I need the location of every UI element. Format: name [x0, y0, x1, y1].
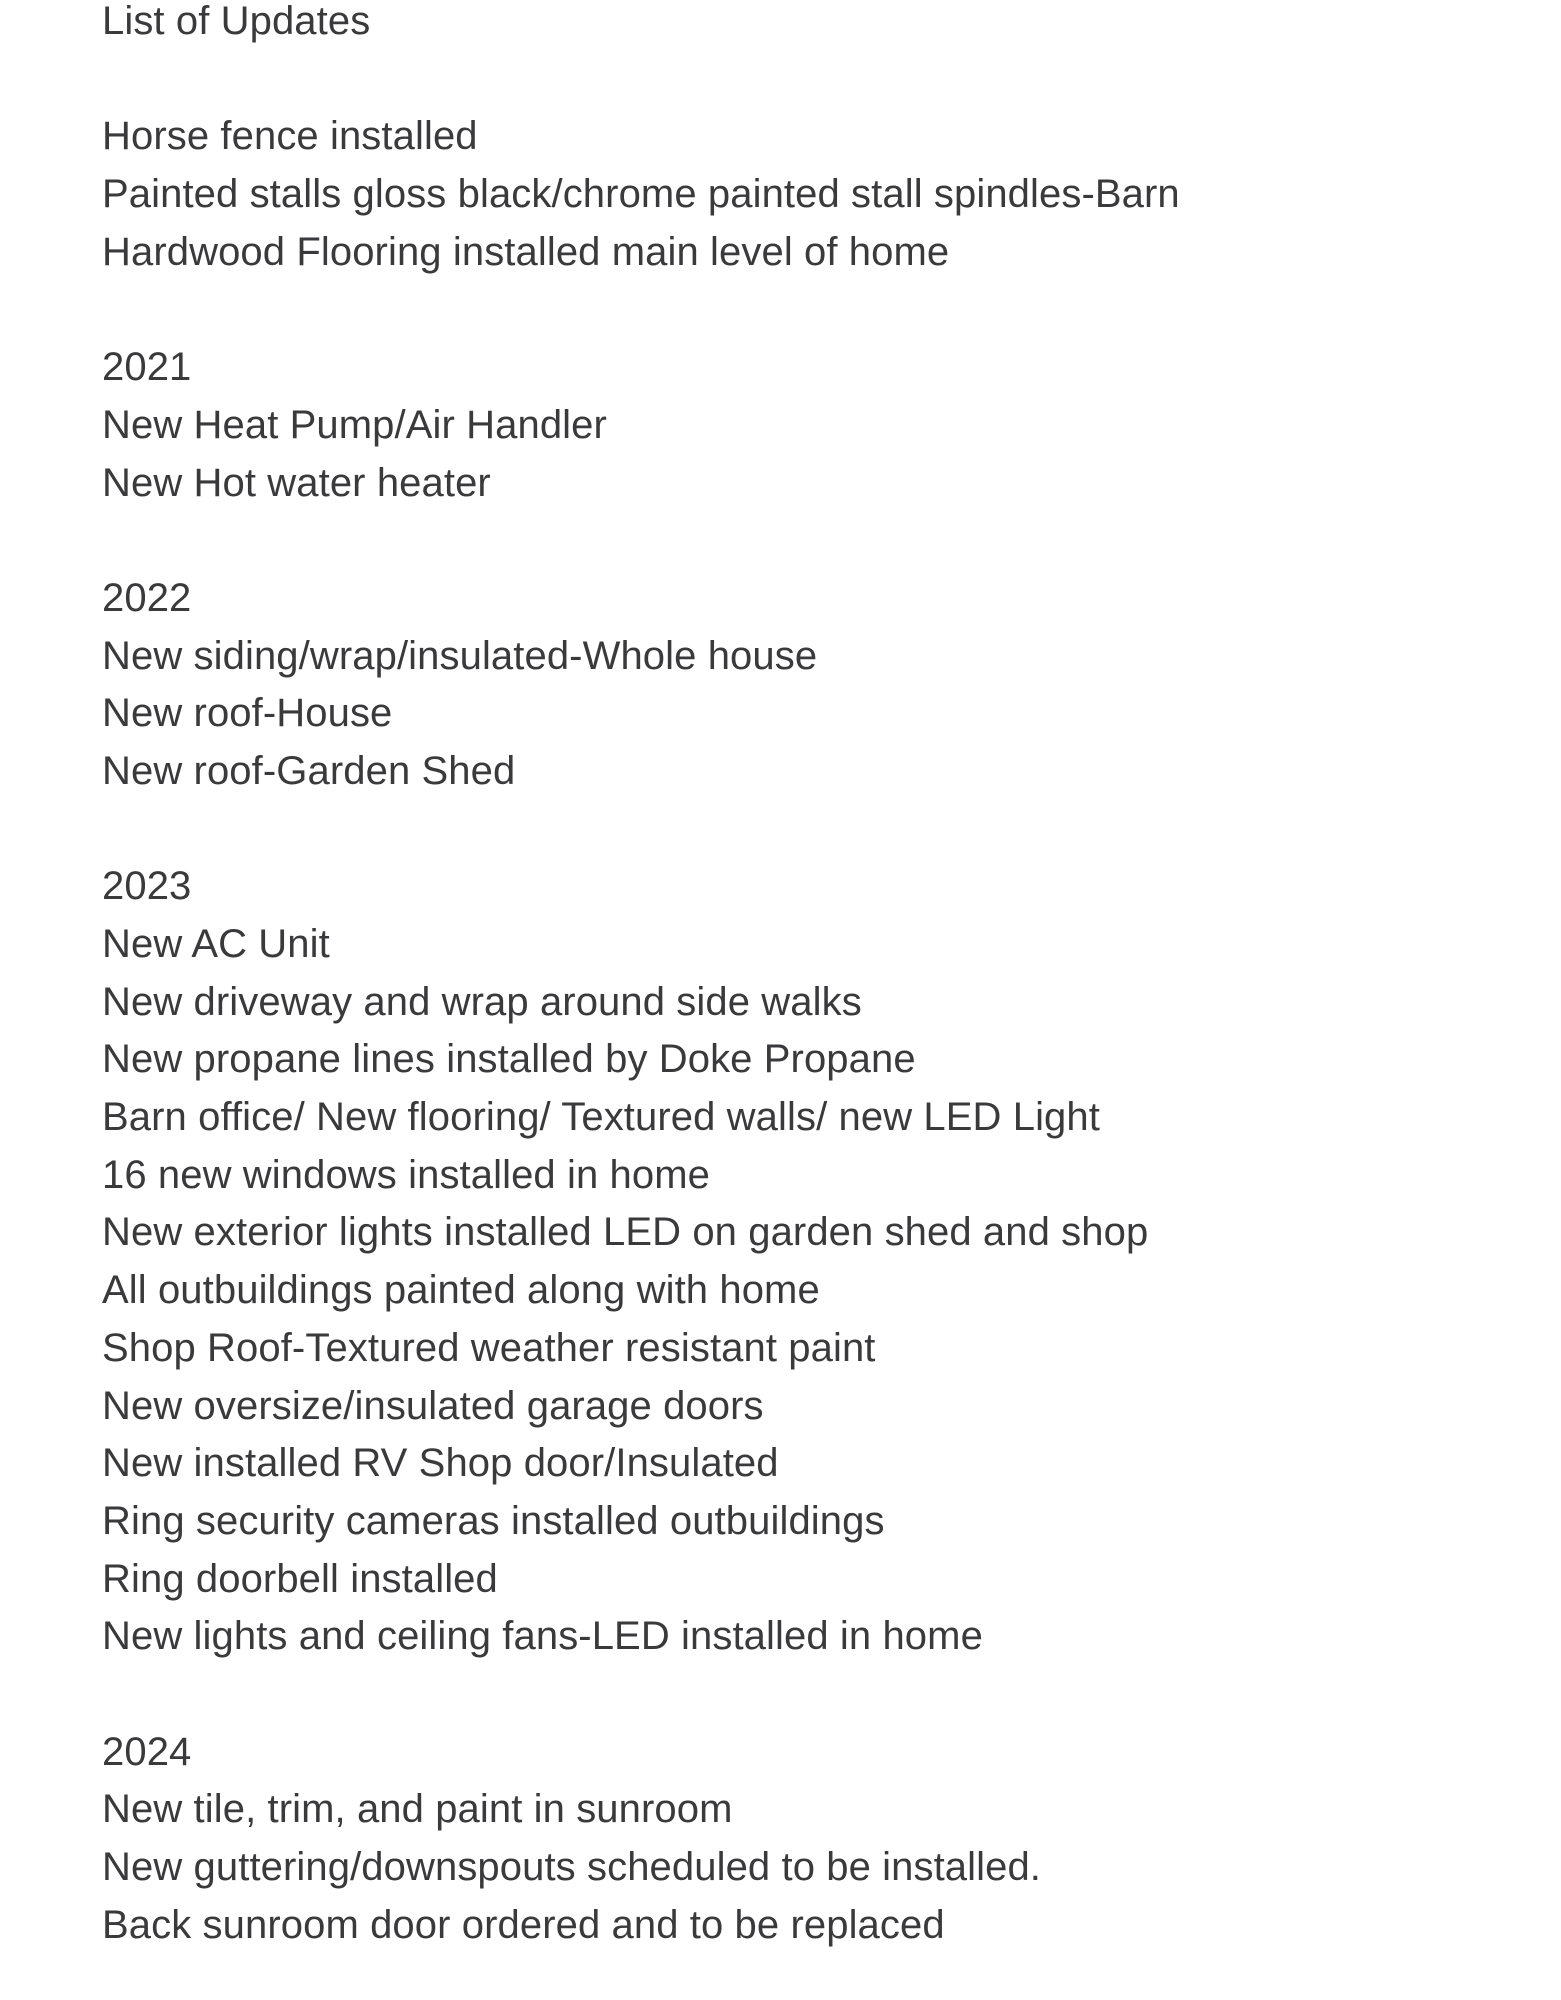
list-item: Shop Roof-Textured weather resistant paint — [102, 1325, 876, 1370]
list-item: New guttering/downspouts scheduled to be installed. — [102, 1845, 1042, 1889]
year-heading: 2021 — [102, 345, 192, 390]
list-item: New roof-House — [102, 691, 393, 736]
list-item: Hardwood Flooring installed main level of home — [102, 229, 950, 274]
list-item: New lights and ceiling fans-LED installed in home — [102, 1614, 983, 1659]
list-item: New exterior lights installed LED on garden shed and shop — [102, 1210, 1149, 1255]
note-body[interactable] — [102, 0, 1502, 1954]
list-item: 16 new windows installed in home — [102, 1152, 710, 1197]
list-item: New roof-Garden Shed — [102, 748, 516, 793]
section-general — [102, 108, 1502, 281]
list-item: New Hot water heater — [102, 460, 491, 505]
year-heading: 2022 — [102, 575, 192, 620]
list-item: Ring doorbell installed — [102, 1556, 498, 1601]
list-item: All outbuildings painted along with home — [102, 1268, 820, 1313]
list-item: Horse fence installed — [102, 114, 478, 159]
list-item: New AC Unit — [102, 922, 330, 966]
list-item: Ring security cameras installed outbuildings — [102, 1498, 885, 1543]
list-item: New Heat Pump/Air Handler — [102, 402, 607, 447]
list-item: New installed RV Shop door/Insulated — [102, 1441, 779, 1486]
list-item: Barn office/ New flooring/ Textured walls/ new LED Light — [102, 1095, 1100, 1140]
list-item: New driveway and wrap around side walks — [102, 979, 862, 1024]
year-heading: 2023 — [102, 864, 192, 909]
blank-line — [102, 801, 1502, 859]
list-item: Back sunroom door ordered and to be replaced — [102, 1902, 945, 1947]
section-2024 — [102, 1724, 1502, 1955]
year-heading: 2024 — [102, 1729, 192, 1774]
list-item: Painted stalls gloss black/chrome painted stall spindles-Barn — [102, 172, 1180, 217]
list-item: New siding/wrap/insulated-Whole house — [102, 633, 818, 678]
list-item: New propane lines installed by Doke Propane — [102, 1037, 916, 1082]
blank-line — [102, 281, 1502, 339]
blank-line — [102, 512, 1502, 570]
section-2021 — [102, 339, 1502, 512]
section-2023 — [102, 858, 1502, 1666]
section-2022 — [102, 570, 1502, 801]
list-item: New tile, trim, and paint in sunroom — [102, 1787, 733, 1832]
blank-line — [102, 1666, 1502, 1724]
list-item: New oversize/insulated garage doors — [102, 1383, 764, 1428]
blank-line — [102, 51, 1502, 109]
note-title: List of Updates — [102, 0, 371, 43]
